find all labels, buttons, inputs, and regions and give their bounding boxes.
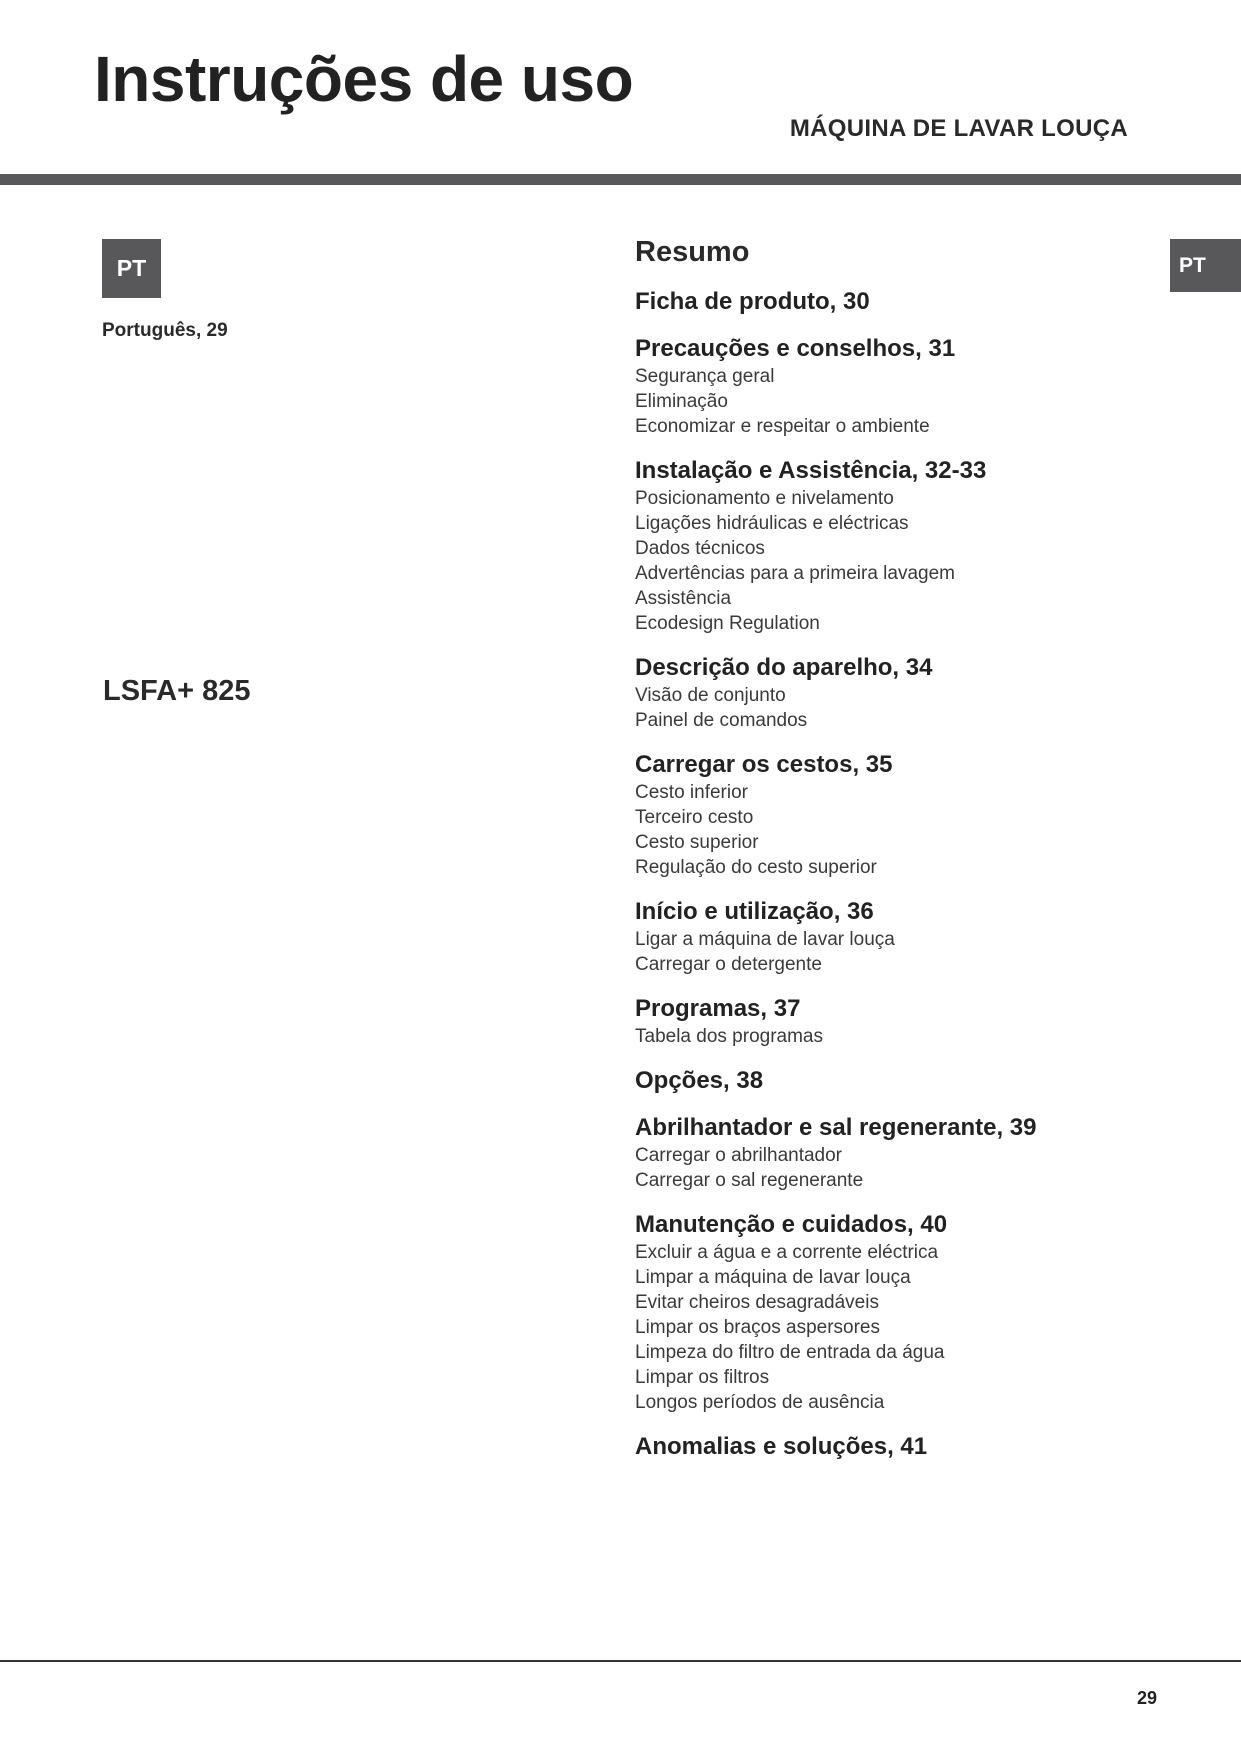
toc-item[interactable]: Visão de conjunto — [635, 685, 786, 706]
toc-item[interactable]: Segurança geral — [635, 366, 775, 387]
toc-section-title[interactable]: Anomalias e soluções, 41 — [635, 1433, 928, 1460]
toc-item[interactable]: Posicionamento e nivelamento — [635, 488, 894, 509]
toc-item[interactable]: Advertências para a primeira lavagem — [635, 563, 955, 584]
toc-section — [635, 897, 1135, 977]
toc-item[interactable]: Evitar cheiros desagradáveis — [635, 1292, 879, 1313]
language-index-entry[interactable]: Português, 29 — [102, 320, 228, 341]
language-side-tab: PT — [1170, 239, 1241, 292]
footer-divider — [0, 1660, 1241, 1662]
toc-section-title[interactable]: Instalação e Assistência, 32-33 — [635, 457, 987, 484]
toc-item[interactable]: Carregar o sal regenerante — [635, 1170, 864, 1191]
document-title: Instruções de uso — [94, 43, 634, 115]
toc-item[interactable]: Carregar o detergente — [635, 954, 822, 975]
toc-item[interactable]: Tabela dos programas — [635, 1026, 823, 1047]
toc-item[interactable]: Excluir a água e a corrente eléctrica — [635, 1242, 939, 1263]
toc-section — [635, 334, 1135, 439]
toc-section — [635, 653, 1135, 733]
toc-sections — [635, 287, 1135, 1462]
page-number: 29 — [1136, 1688, 1157, 1708]
toc-item[interactable]: Limpar os filtros — [635, 1367, 770, 1388]
table-of-contents — [635, 234, 1135, 1479]
toc-item[interactable]: Ecodesign Regulation — [635, 613, 820, 634]
toc-section — [635, 994, 1135, 1049]
toc-heading: Resumo — [635, 236, 750, 268]
toc-item[interactable]: Assistência — [635, 588, 732, 609]
toc-section-title[interactable]: Início e utilização, 36 — [635, 898, 874, 925]
toc-item[interactable]: Longos períodos de ausência — [635, 1392, 885, 1413]
toc-item[interactable]: Eliminação — [635, 391, 728, 412]
toc-item[interactable]: Cesto inferior — [635, 782, 748, 803]
toc-section-title[interactable]: Precauções e conselhos, 31 — [635, 335, 956, 362]
toc-section — [635, 750, 1135, 880]
toc-section-title[interactable]: Descrição do aparelho, 34 — [635, 654, 933, 681]
toc-section-title[interactable]: Carregar os cestos, 35 — [635, 751, 893, 778]
toc-section — [635, 1113, 1135, 1193]
toc-section-title[interactable]: Manutenção e cuidados, 40 — [635, 1211, 948, 1238]
toc-item[interactable]: Limpeza do filtro de entrada da água — [635, 1342, 945, 1363]
toc-section-title[interactable]: Abrilhantador e sal regenerante, 39 — [635, 1114, 1037, 1141]
toc-section-title[interactable]: Programas, 37 — [635, 995, 801, 1022]
toc-section — [635, 1210, 1135, 1415]
toc-item[interactable]: Regulação do cesto superior — [635, 857, 877, 878]
toc-item[interactable]: Cesto superior — [635, 832, 759, 853]
toc-section — [635, 1432, 1135, 1462]
toc-item[interactable]: Dados técnicos — [635, 538, 765, 559]
language-badge: PT — [102, 239, 161, 298]
model-name: LSFA+ 825 — [103, 675, 251, 707]
toc-item[interactable]: Terceiro cesto — [635, 807, 754, 828]
header-divider — [0, 174, 1241, 185]
toc-section — [635, 287, 1135, 317]
document-subtitle: MÁQUINA DE LAVAR LOUÇA — [789, 115, 1128, 142]
toc-item[interactable]: Painel de comandos — [635, 710, 808, 731]
toc-item[interactable]: Limpar a máquina de lavar louça — [635, 1267, 911, 1288]
toc-section-title[interactable]: Ficha de produto, 30 — [635, 288, 870, 315]
toc-section — [635, 456, 1135, 636]
toc-item[interactable]: Ligações hidráulicas e eléctricas — [635, 513, 909, 534]
toc-item[interactable]: Economizar e respeitar o ambiente — [635, 416, 930, 437]
toc-item[interactable]: Ligar a máquina de lavar louça — [635, 929, 895, 950]
toc-item[interactable]: Carregar o abrilhantador — [635, 1145, 843, 1166]
toc-section-title[interactable]: Opções, 38 — [635, 1067, 764, 1094]
toc-section — [635, 1066, 1135, 1096]
toc-item[interactable]: Limpar os braços aspersores — [635, 1317, 880, 1338]
